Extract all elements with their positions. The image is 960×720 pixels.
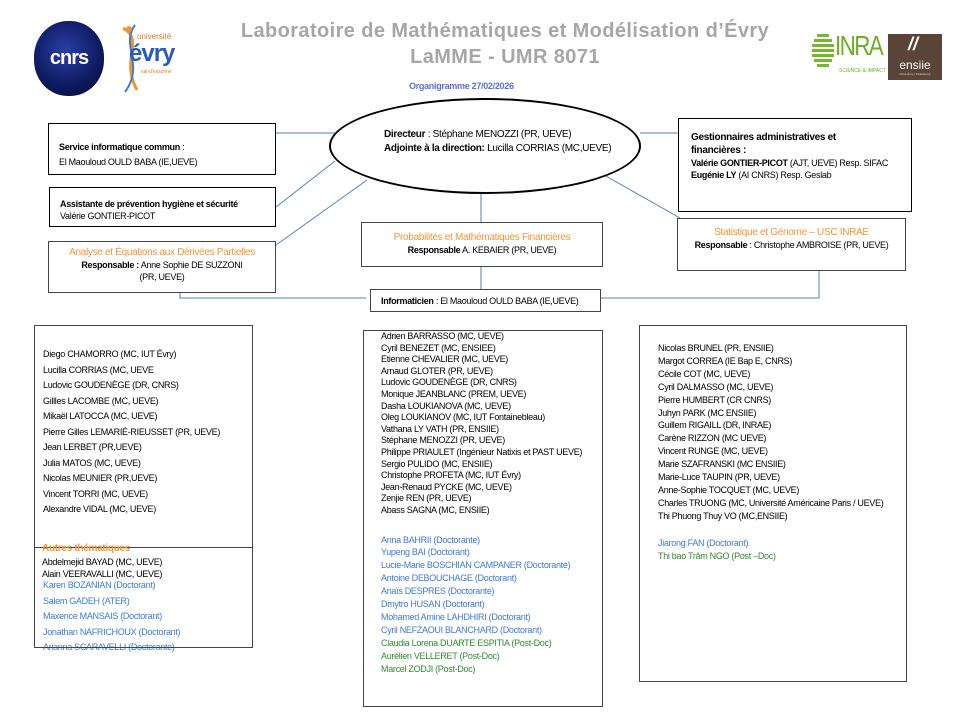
- autres-thematiques-heading: Autres thématiques: [42, 543, 130, 554]
- member-staff: Vincent RUNGE (MC, UEVE): [658, 446, 768, 457]
- member-staff: Ludovic GOUDENÈGE (DR, CNRS): [381, 377, 517, 388]
- member-other: Alain VEERAVALLI (MC, UEVE): [42, 569, 163, 579]
- member-postdoc: Marcel ZODJI (Post-Doc): [381, 663, 476, 674]
- member-doctorant: Antoine DEBOUCHAGE (Doctorant): [381, 573, 517, 584]
- members-aedp-box: [34, 325, 253, 548]
- member-staff: Pierre Gilles LEMARIÉ-RIEUSSET (PR, UEVE): [43, 426, 221, 437]
- member-staff: Oleg LOUKIANOV (MC, IUT Fontainebleau): [381, 412, 545, 423]
- connector-sg: [604, 175, 680, 218]
- member-staff: Pierre HUMBERT (CR CNRS): [658, 394, 771, 405]
- connector-assistante: [276, 161, 335, 207]
- member-doctorant: Anna BAHRII (Doctorante): [381, 534, 480, 545]
- connector-aedp: [276, 180, 367, 245]
- cnrs-logo: cnrs: [34, 21, 104, 96]
- member-staff: Marie SZAFRANSKI (MC ENSIIE): [658, 459, 786, 470]
- members-aedp-box-bottom: [34, 546, 253, 648]
- team-sg-box: Statistique et Génome – USC INRAE Responsable : Christophe AMBROISE (PR, UEVE): [677, 218, 906, 271]
- pmf-doctorants-list: [381, 534, 602, 637]
- members-sg-box: [639, 325, 907, 682]
- deputy-director: Adjointe à la direction: Lucilla CORRIAS (MC,UEVE): [384, 143, 612, 154]
- member-staff: Philippe PRIAULET (Ingénieur Natixis et PAST UEVE): [381, 446, 583, 457]
- member-staff: Zenjie REN (PR, UEVE): [381, 493, 472, 504]
- member-doctorant: Lucie-Marie BOSCHIAN CAMPANER (Doctorante): [381, 560, 571, 571]
- member-staff: Alexandre VIDAL (MC, UEVE): [43, 504, 156, 514]
- member-doctorant: Jiarong FAN (Doctorant): [658, 537, 749, 548]
- member-other: Abdelmejid BAYAD (MC, UEVE): [42, 557, 163, 567]
- member-staff: Ludovic GOUDENÈGE (DR, CNRS): [43, 380, 179, 390]
- inra-logo: INRA SCIENCE & IMPACT: [811, 28, 883, 80]
- member-staff: Vincent TORRI (MC, UEVE): [43, 488, 148, 499]
- member-doctorant: Karen BOZANIAN (Doctorant): [43, 580, 156, 590]
- member-staff: Nicolas BRUNEL (PR, ENSIIE): [658, 343, 774, 353]
- member-staff: Jean LERBET (PR,UEVE): [43, 442, 142, 452]
- member-doctorant: Jonathan NAFRICHOUX (Doctorant): [43, 626, 181, 637]
- member-staff: Diego CHAMORRO (MC, IUT Évry): [43, 349, 177, 359]
- member-postdoc: Aurélien VELLERET (Post-Doc): [381, 650, 500, 661]
- member-doctorant: Dmytro HUSAN (Doctorant): [381, 599, 485, 610]
- member-staff: Etienne CHEVALIER (MC, UEVE): [381, 354, 508, 365]
- member-staff: Jean-Renaud PYCKE (MC, UEVE): [381, 481, 512, 492]
- member-doctorant: Mohamed Amine LAHDHIRI (Doctorant): [381, 611, 531, 622]
- member-staff: Lucilla CORRIAS (MC, UEVE: [43, 364, 154, 375]
- pmf-postdocs-list: [381, 637, 602, 676]
- team-aedp-box: Analyse et Équations aux Dérivées Partielles Responsable : Anne Sophie DE SUZZONI (PR, UEVE): [48, 241, 276, 293]
- member-doctorant: Arianna SCARAVELLI (Doctorante): [43, 642, 175, 652]
- member-postdoc: Thi bao Trâm NGO (Post –Doc): [658, 550, 776, 561]
- members-pmf-box: [363, 330, 603, 707]
- member-doctorant: Yupeng BAI (Doctorant): [381, 547, 470, 558]
- organigramme-date: Organigramme 27/02/2026: [409, 81, 514, 91]
- sg-staff-list: [658, 342, 906, 523]
- sg-postdocs-list: [658, 550, 906, 563]
- member-staff: Cyril DALMASSO (MC, UEVE): [658, 381, 774, 392]
- pmf-staff-list: [381, 331, 602, 517]
- ensiie-logo: // ensiie Paris-Évry | Strasbourg: [888, 34, 942, 80]
- assistante-prevention-box: Assistante de prévention hygiène et sécurité Valérie GONTIER-PICOT: [49, 187, 276, 227]
- member-staff: Nicolas MEUNIER (PR,UEVE): [43, 473, 158, 483]
- member-staff: Abass SAGNA (MC, ENSIIE): [381, 504, 490, 515]
- member-staff: Adrien BARRASSO (MC, UEVE): [381, 331, 504, 341]
- member-staff: Monique JEANBLANC (PREM, UEVE): [381, 388, 527, 399]
- member-staff: Stéphane MENOZZI (PR, UEVE): [381, 435, 505, 446]
- member-staff: Juhyn PARK (MC ENSIIE): [658, 407, 757, 418]
- connector-aedp-info: [180, 293, 366, 298]
- member-staff: Julia MATOS (MC, UEVE): [43, 457, 141, 468]
- informaticien-box: Informaticien : El Maouloud OULD BABA (IE,UEVE): [370, 289, 601, 312]
- member-staff: Marie-Luce TAUPIN (PR, UEVE): [658, 472, 780, 483]
- member-staff: Mikaël LATOCCA (MC, UEVE): [43, 411, 158, 421]
- member-staff: Vathana LY VATH (PR, ENSIIE): [381, 423, 499, 434]
- member-doctorant: Anaïs DESPRES (Doctorante): [381, 586, 495, 597]
- member-staff: Charles TRUONG (MC, Université Américaine Paris / UEVE): [658, 497, 884, 508]
- page-subtitle-umr: LaMME - UMR 8071: [410, 46, 600, 68]
- aedp-staff-list: [43, 347, 252, 518]
- member-staff: Carène RIZZON (MC UEVE): [658, 433, 767, 444]
- member-staff: Cécile COT (MC, UEVE): [658, 368, 751, 379]
- member-staff: Thi Phuong Thuy VO (MC,ENSIIE): [658, 510, 788, 521]
- member-doctorant: Cyril NEFZAOUI BLANCHARD (Doctorant): [381, 624, 542, 635]
- universite-evry-logo: université évry val-d'essonne: [115, 20, 190, 95]
- sg-doctorants-list: [658, 537, 906, 550]
- member-staff: Arnaud GLOTER (PR, UEVE): [381, 365, 493, 376]
- member-doctorant: Salem GADEH (ATER): [43, 595, 130, 606]
- member-staff: Christophe PROFETA (MC, IUT Évry): [381, 470, 521, 481]
- member-staff: Margot CORREA (IE Bap E, CNRS): [658, 355, 793, 366]
- service-informatique-box: Service informatique commun : El Maouloud OULD BABA (IE,UEVE): [48, 123, 276, 175]
- member-staff: Dasha LOUKIANOVA (MC, UEVE): [381, 400, 511, 411]
- connector-sg-info: [601, 271, 819, 298]
- member-postdoc: Claudia Lorena DUARTE ESPITIA (Post-Doc): [381, 637, 552, 648]
- director: Directeur : Stéphane MENOZZI (PR, UEVE): [384, 129, 572, 140]
- member-staff: Anne-Sophie TOCQUET (MC, UEVE): [658, 484, 800, 495]
- member-staff: Cyril BENEZET (MC, ENSIEE): [381, 342, 496, 353]
- gestionnaires-box: Gestionnaires administratives et financières : Valérie GONTIER-PICOT (AJT, UEVE) Resp. SIFAC Eugénie LY (AI CNRS) Resp. Geslab: [678, 118, 912, 212]
- ensiie-slashes-icon: //: [908, 34, 919, 54]
- page-title: Laboratoire de Mathématiques et Modélisation d’Évry: [240, 20, 770, 42]
- team-pmf-box: Probabilités et Mathématiques Financières Responsable A. KEBAIER (PR, UEVE): [361, 222, 603, 267]
- member-staff: Gillles LACOMBE (MC, UEVE): [43, 395, 159, 406]
- member-doctorant: Maxence MANSAIS (Doctorant): [43, 611, 162, 621]
- member-staff: Sergio PULIDO (MC, ENSIIE): [381, 458, 493, 469]
- member-staff: Guillem RIGAILL (DR, INRAE): [658, 420, 772, 431]
